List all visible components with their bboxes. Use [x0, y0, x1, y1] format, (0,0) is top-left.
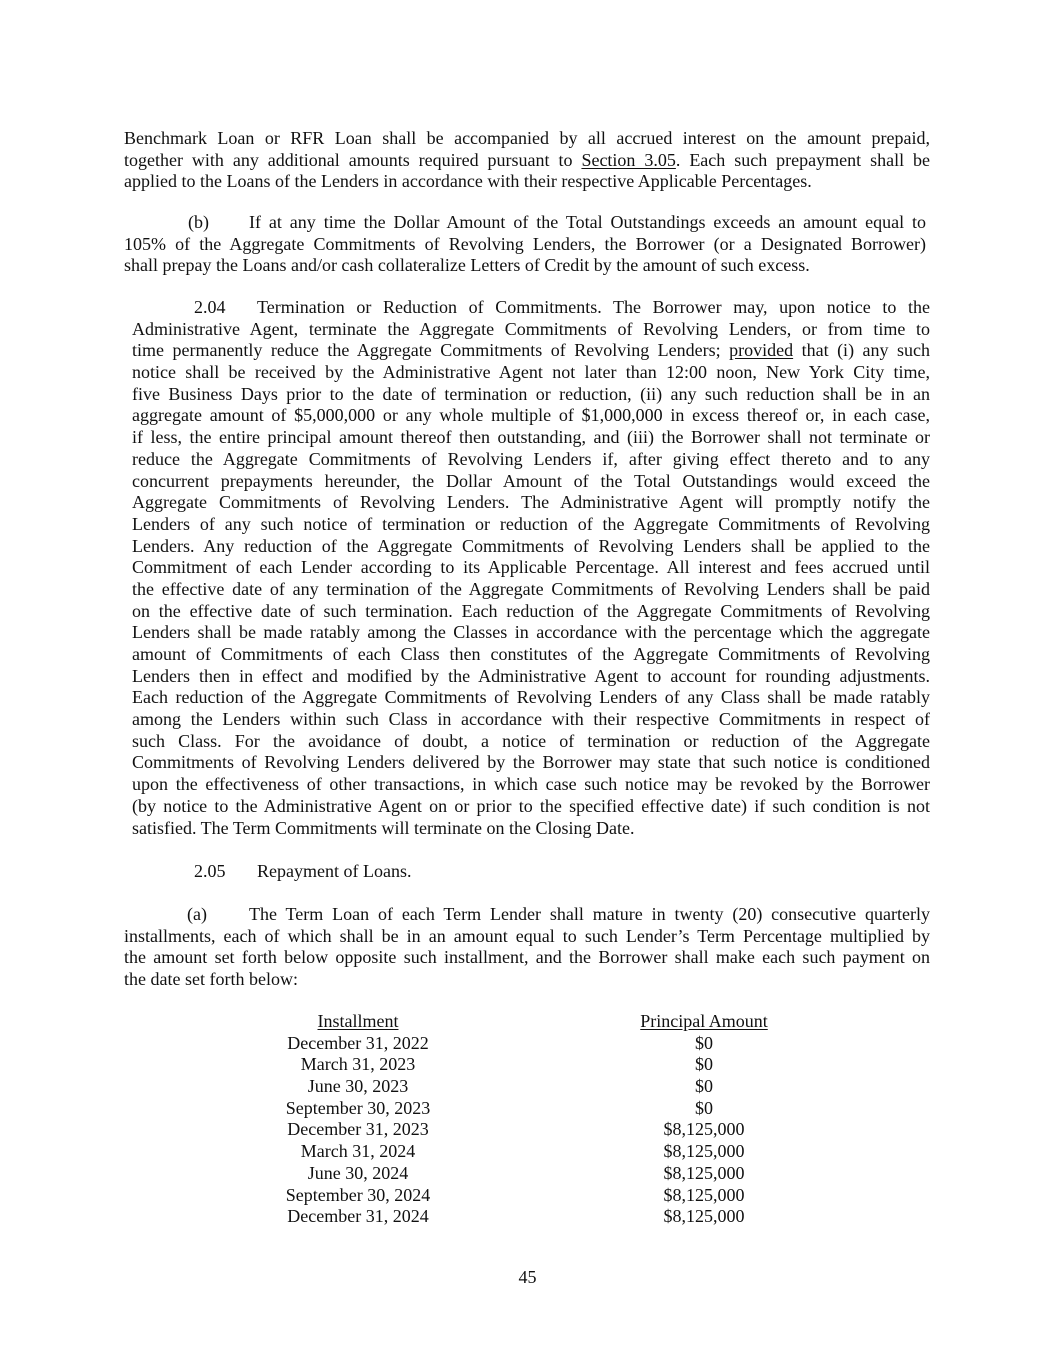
text-line [124, 947, 930, 969]
installment-date: December 31, 2022 [287, 1032, 429, 1053]
text-span: if less, the entire principal amount thereof then outstanding, and (iii) the Borrower shall not terminate or [132, 427, 930, 448]
text-span: on the effective date of such termination. Each reduction of the Aggregate Commitments of Revolving [132, 600, 930, 621]
table-row [0, 1054, 1055, 1076]
text-span: the date set forth below: [124, 969, 298, 990]
text-line [132, 405, 930, 427]
text-span: together with any additional amounts required pursuant to [124, 149, 582, 170]
heading-2-05 [132, 861, 930, 883]
text-span: 105% of the Aggregate Commitments of Revolving Lenders, the Borrower (or a Designated Borrower) [124, 233, 926, 254]
text-span: Lenders. Any reduction of the Aggregate Commitments of Revolving Lenders shall be applied to the [132, 535, 930, 556]
text-span: among the Lenders within such Class in accordance with their respective Commitments in respect of [132, 709, 930, 730]
text-span: applied to the Loans of the Lenders in accordance with their respective Applicable Percentages. [124, 171, 812, 192]
text-span: upon the effectiveness of other transactions, in which case such notice may be revoked by the Borrower [132, 774, 930, 795]
text-span: amount of Commitments of each Class then constitutes of the Aggregate Commitments of Revolving [132, 644, 930, 664]
text-line [124, 128, 930, 150]
text-line [124, 926, 930, 948]
text-line [132, 622, 930, 644]
principal-amount: $0 [695, 1097, 713, 1118]
text-span: time permanently reduce the Aggregate Commitments of Revolving Lenders; [132, 340, 730, 361]
text-line [132, 861, 930, 883]
table-row [0, 1206, 1055, 1228]
text-line [132, 579, 930, 601]
text-line [132, 796, 930, 818]
text-line [132, 818, 930, 840]
text-span: such Class. For the avoidance of doubt, a notice of termination or reduction of the Aggregate [132, 730, 930, 751]
table-row [0, 1033, 1055, 1055]
text-span: reduce the Aggregate Commitments of Revolving Lenders if, after giving effect thereto and to any [132, 448, 930, 469]
text-line [132, 449, 930, 471]
installment-table [0, 1011, 1055, 1228]
principal-amount: $8,125,000 [663, 1206, 745, 1227]
text-span: If at any time the Dollar Amount of the Total Outstandings exceeds an amount equal to [249, 212, 926, 232]
underlined-term: Section 3.05 [581, 149, 676, 170]
text-span: Each reduction of the Aggregate Commitments of Revolving Lenders of any Class shall be made ratably [132, 687, 930, 708]
table-row [0, 1076, 1055, 1098]
text-span: five Business Days prior to the date of termination or reduction, (ii) any such reduction shall be in an [132, 383, 930, 404]
text-span: Administrative Agent, terminate the Aggregate Commitments of Revolving Lenders, or from time to [132, 318, 930, 339]
paragraph-prepayment-continued [124, 128, 930, 193]
installment-date: September 30, 2023 [285, 1097, 431, 1118]
installment-date: December 31, 2024 [287, 1206, 429, 1227]
text-line [124, 212, 926, 234]
table-row [0, 1141, 1055, 1163]
installment-date: June 30, 2023 [307, 1076, 409, 1097]
principal-amount: $0 [695, 1076, 713, 1097]
principal-amount: $8,125,000 [663, 1184, 745, 1205]
text-span: The Term Loan of each Term Lender shall mature in twenty (20) consecutive quarterly [249, 904, 930, 924]
principal-amount: $8,125,000 [663, 1141, 745, 1162]
header-principal-amount: Principal Amount [640, 1011, 768, 1031]
text-line [132, 709, 930, 731]
text-span: aggregate amount of $5,000,000 or any whole multiple of $1,000,000 in excess thereof or, in each case, [132, 405, 930, 426]
paragraph-2-04 [132, 297, 930, 839]
text-span: that (i) any such [793, 340, 930, 361]
text-line [132, 666, 930, 688]
installment-date: March 31, 2023 [300, 1054, 416, 1075]
text-line [124, 255, 926, 277]
text-span: Benchmark Loan or RFR Loan shall be accompanied by all accrued interest on the amount prepaid, [124, 128, 930, 148]
text-span: satisfied. The Term Commitments will terminate on the Closing Date. [132, 817, 635, 838]
text-line [132, 471, 930, 493]
text-span: . Each such prepayment shall be [675, 149, 930, 170]
text-span: Lenders shall be made ratably among the Classes in accordance with the percentage which the aggregate [132, 622, 930, 643]
text-line [132, 536, 930, 558]
text-line [132, 644, 930, 666]
page-number: 45 [518, 1267, 537, 1287]
text-line [124, 234, 926, 256]
installment-date: December 31, 2023 [287, 1119, 429, 1140]
paragraph-2-05-a [124, 904, 930, 991]
text-line [132, 557, 930, 579]
section-label: 2.04 [194, 297, 226, 317]
text-span: Repayment of Loans. [257, 861, 412, 881]
text-line [132, 340, 930, 362]
table-row [0, 1098, 1055, 1120]
text-line [132, 601, 930, 623]
text-line [132, 774, 930, 796]
table-row [0, 1185, 1055, 1207]
section-label: 2.05 [194, 861, 226, 881]
installment-date: March 31, 2024 [300, 1141, 416, 1162]
text-line [124, 904, 930, 926]
text-line [124, 150, 930, 172]
text-span: concurrent prepayments hereunder, the Dollar Amount of the Total Outstandings would exceed the [132, 470, 930, 491]
text-line [132, 492, 930, 514]
underlined-term: provided [729, 340, 794, 361]
header-installment: Installment [317, 1011, 399, 1031]
text-span: Commitments of Revolving Lenders delivered by the Borrower may state that such notice is conditioned [132, 752, 930, 773]
text-line [132, 384, 930, 406]
table-row [0, 1163, 1055, 1185]
section-label: (b) [188, 212, 209, 232]
text-span: Commitment of each Lender according to its Applicable Percentage. All interest and fees accrued until [132, 557, 930, 578]
text-span: (by notice to the Administrative Agent on or prior to the specified effective date) if such condition is not [132, 795, 930, 816]
principal-amount: $8,125,000 [663, 1162, 745, 1183]
text-line [132, 752, 930, 774]
text-line [132, 687, 930, 709]
text-line [132, 427, 930, 449]
principal-amount: $0 [695, 1054, 713, 1075]
text-span: installments, each of which shall be in an amount equal to such Lender’s Term Percentage multiplied by [124, 925, 930, 946]
text-line [132, 514, 930, 536]
text-span: shall prepay the Loans and/or cash collateralize Letters of Credit by the amount of such excess. [124, 255, 810, 276]
paragraph-2-03-b [124, 212, 926, 277]
text-line [124, 969, 930, 991]
text-line [132, 362, 930, 384]
text-span: Termination or Reduction of Commitments. The Borrower may, upon notice to the [257, 297, 930, 317]
text-line [132, 731, 930, 753]
table-row [0, 1119, 1055, 1141]
text-span: the amount set forth below opposite such installment, and the Borrower shall make each such payment on [124, 947, 930, 968]
section-label: (a) [187, 904, 207, 924]
text-line [124, 171, 930, 193]
text-span: Aggregate Commitments of Revolving Lenders. The Administrative Agent will promptly notify the [132, 492, 930, 513]
text-span: Lenders then in effect and modified by the Administrative Agent to account for rounding adjustments. [132, 665, 930, 686]
text-line [132, 319, 930, 341]
text-span: notice shall be received by the Administrative Agent not later than 12:00 noon, New York City time, [132, 362, 930, 383]
principal-amount: $0 [695, 1032, 713, 1053]
text-span: Lenders of any such notice of termination or reduction of the Aggregate Commitments of Revolving [132, 513, 930, 534]
installment-date: June 30, 2024 [307, 1162, 409, 1183]
installment-date: September 30, 2024 [285, 1184, 431, 1205]
principal-amount: $8,125,000 [663, 1119, 745, 1140]
text-line [132, 297, 930, 319]
text-span: the effective date of any termination of the Aggregate Commitments of Revolving Lenders shall be paid [132, 578, 930, 599]
table-header [0, 1011, 1055, 1033]
